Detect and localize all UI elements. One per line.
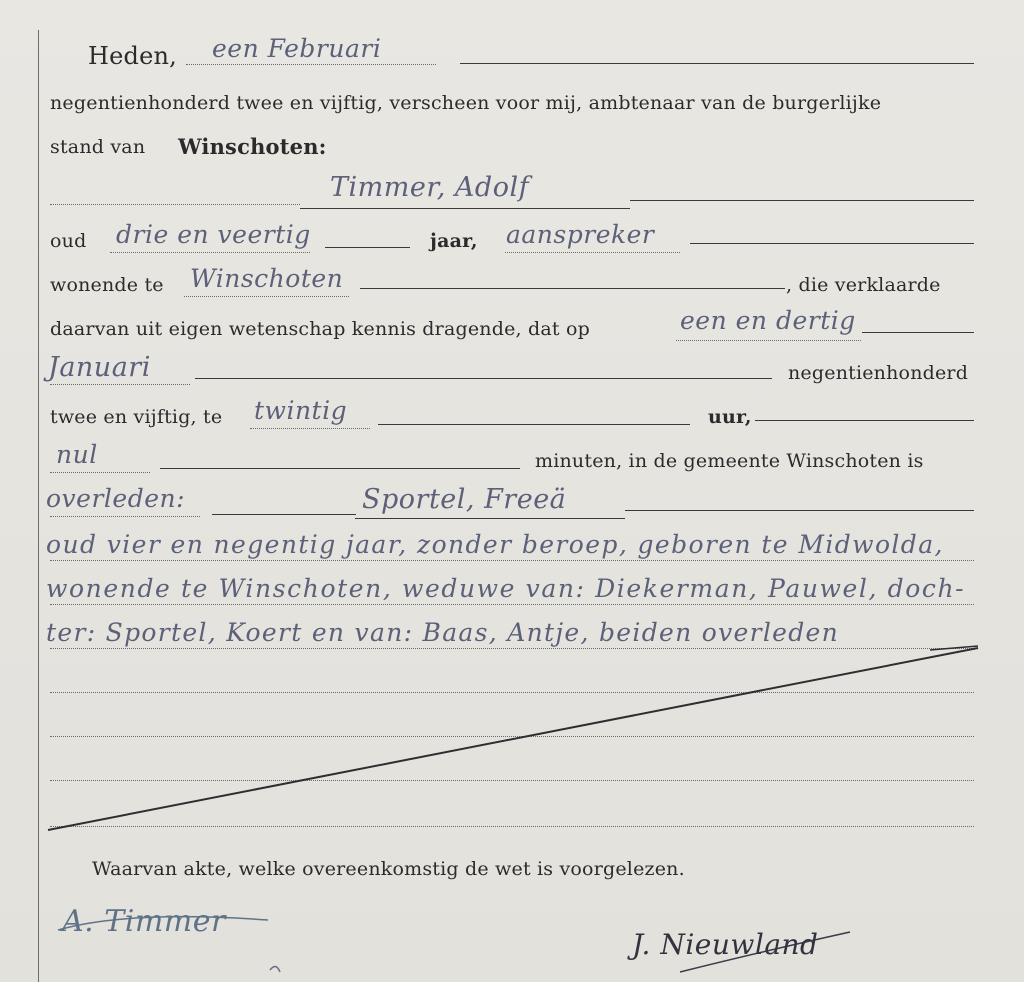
- die-verklaarde-text: , die verklaarde: [786, 274, 941, 296]
- handwritten-date: een Februari: [212, 34, 382, 63]
- diagonal-strike-line: [48, 648, 978, 830]
- handwritten-deceased-name: Sportel, Freeä: [362, 484, 567, 515]
- handwritten-details-1: oud vier en negentig jaar, zonder beroep, geboren te Midwolda,: [46, 530, 944, 559]
- handwritten-details-3: ter: Sportel, Koert en van: Baas, Antje, beiden overleden: [46, 618, 840, 647]
- declarant-signature: A. Timmer: [62, 904, 226, 939]
- handwritten-occupation: aanspreker: [506, 220, 655, 249]
- handwritten-overleden: overleden:: [46, 484, 186, 513]
- margin-mark: [270, 966, 280, 972]
- jaar-label: jaar,: [430, 230, 478, 252]
- handwritten-residence: Winschoten: [190, 264, 344, 293]
- handwritten-death-minutes: nul: [56, 440, 98, 469]
- uur-label: uur,: [708, 406, 752, 428]
- official-signature: J. Nieuwland: [632, 928, 819, 961]
- handwritten-death-hour: twintig: [254, 396, 348, 425]
- handwritten-declarant-age: drie en veertig: [116, 220, 311, 249]
- handwritten-details-2: wonende te Winschoten, weduwe van: Diekerman, Pauwel, doch-: [46, 574, 966, 603]
- heden-label: Heden,: [88, 42, 177, 70]
- daarvan-text: daarvan uit eigen wetenschap kennis dragende, dat op: [50, 318, 590, 340]
- handwritten-death-day: een en dertig: [680, 306, 856, 335]
- handwritten-death-month: Januari: [48, 352, 151, 383]
- minuten-text: minuten, in de gemeente Winschoten is: [535, 450, 924, 472]
- twee-vijftig-label: twee en vijftig, te: [50, 406, 223, 428]
- stand-van-label: stand van: [50, 136, 146, 158]
- waarvan-text: Waarvan akte, welke overeenkomstig de wet is voorgelezen.: [92, 858, 685, 880]
- handwritten-declarant-name: Timmer, Adolf: [330, 172, 530, 203]
- municipality-name: Winschoten:: [178, 134, 327, 159]
- negentienhonderd-label: negentienhonderd: [788, 362, 969, 384]
- oud-label: oud: [50, 230, 87, 252]
- wonende-te-label: wonende te: [50, 274, 164, 296]
- year-line-text: negentienhonderd twee en vijftig, verscheen voor mij, ambtenaar van de burgerlijke: [50, 92, 882, 114]
